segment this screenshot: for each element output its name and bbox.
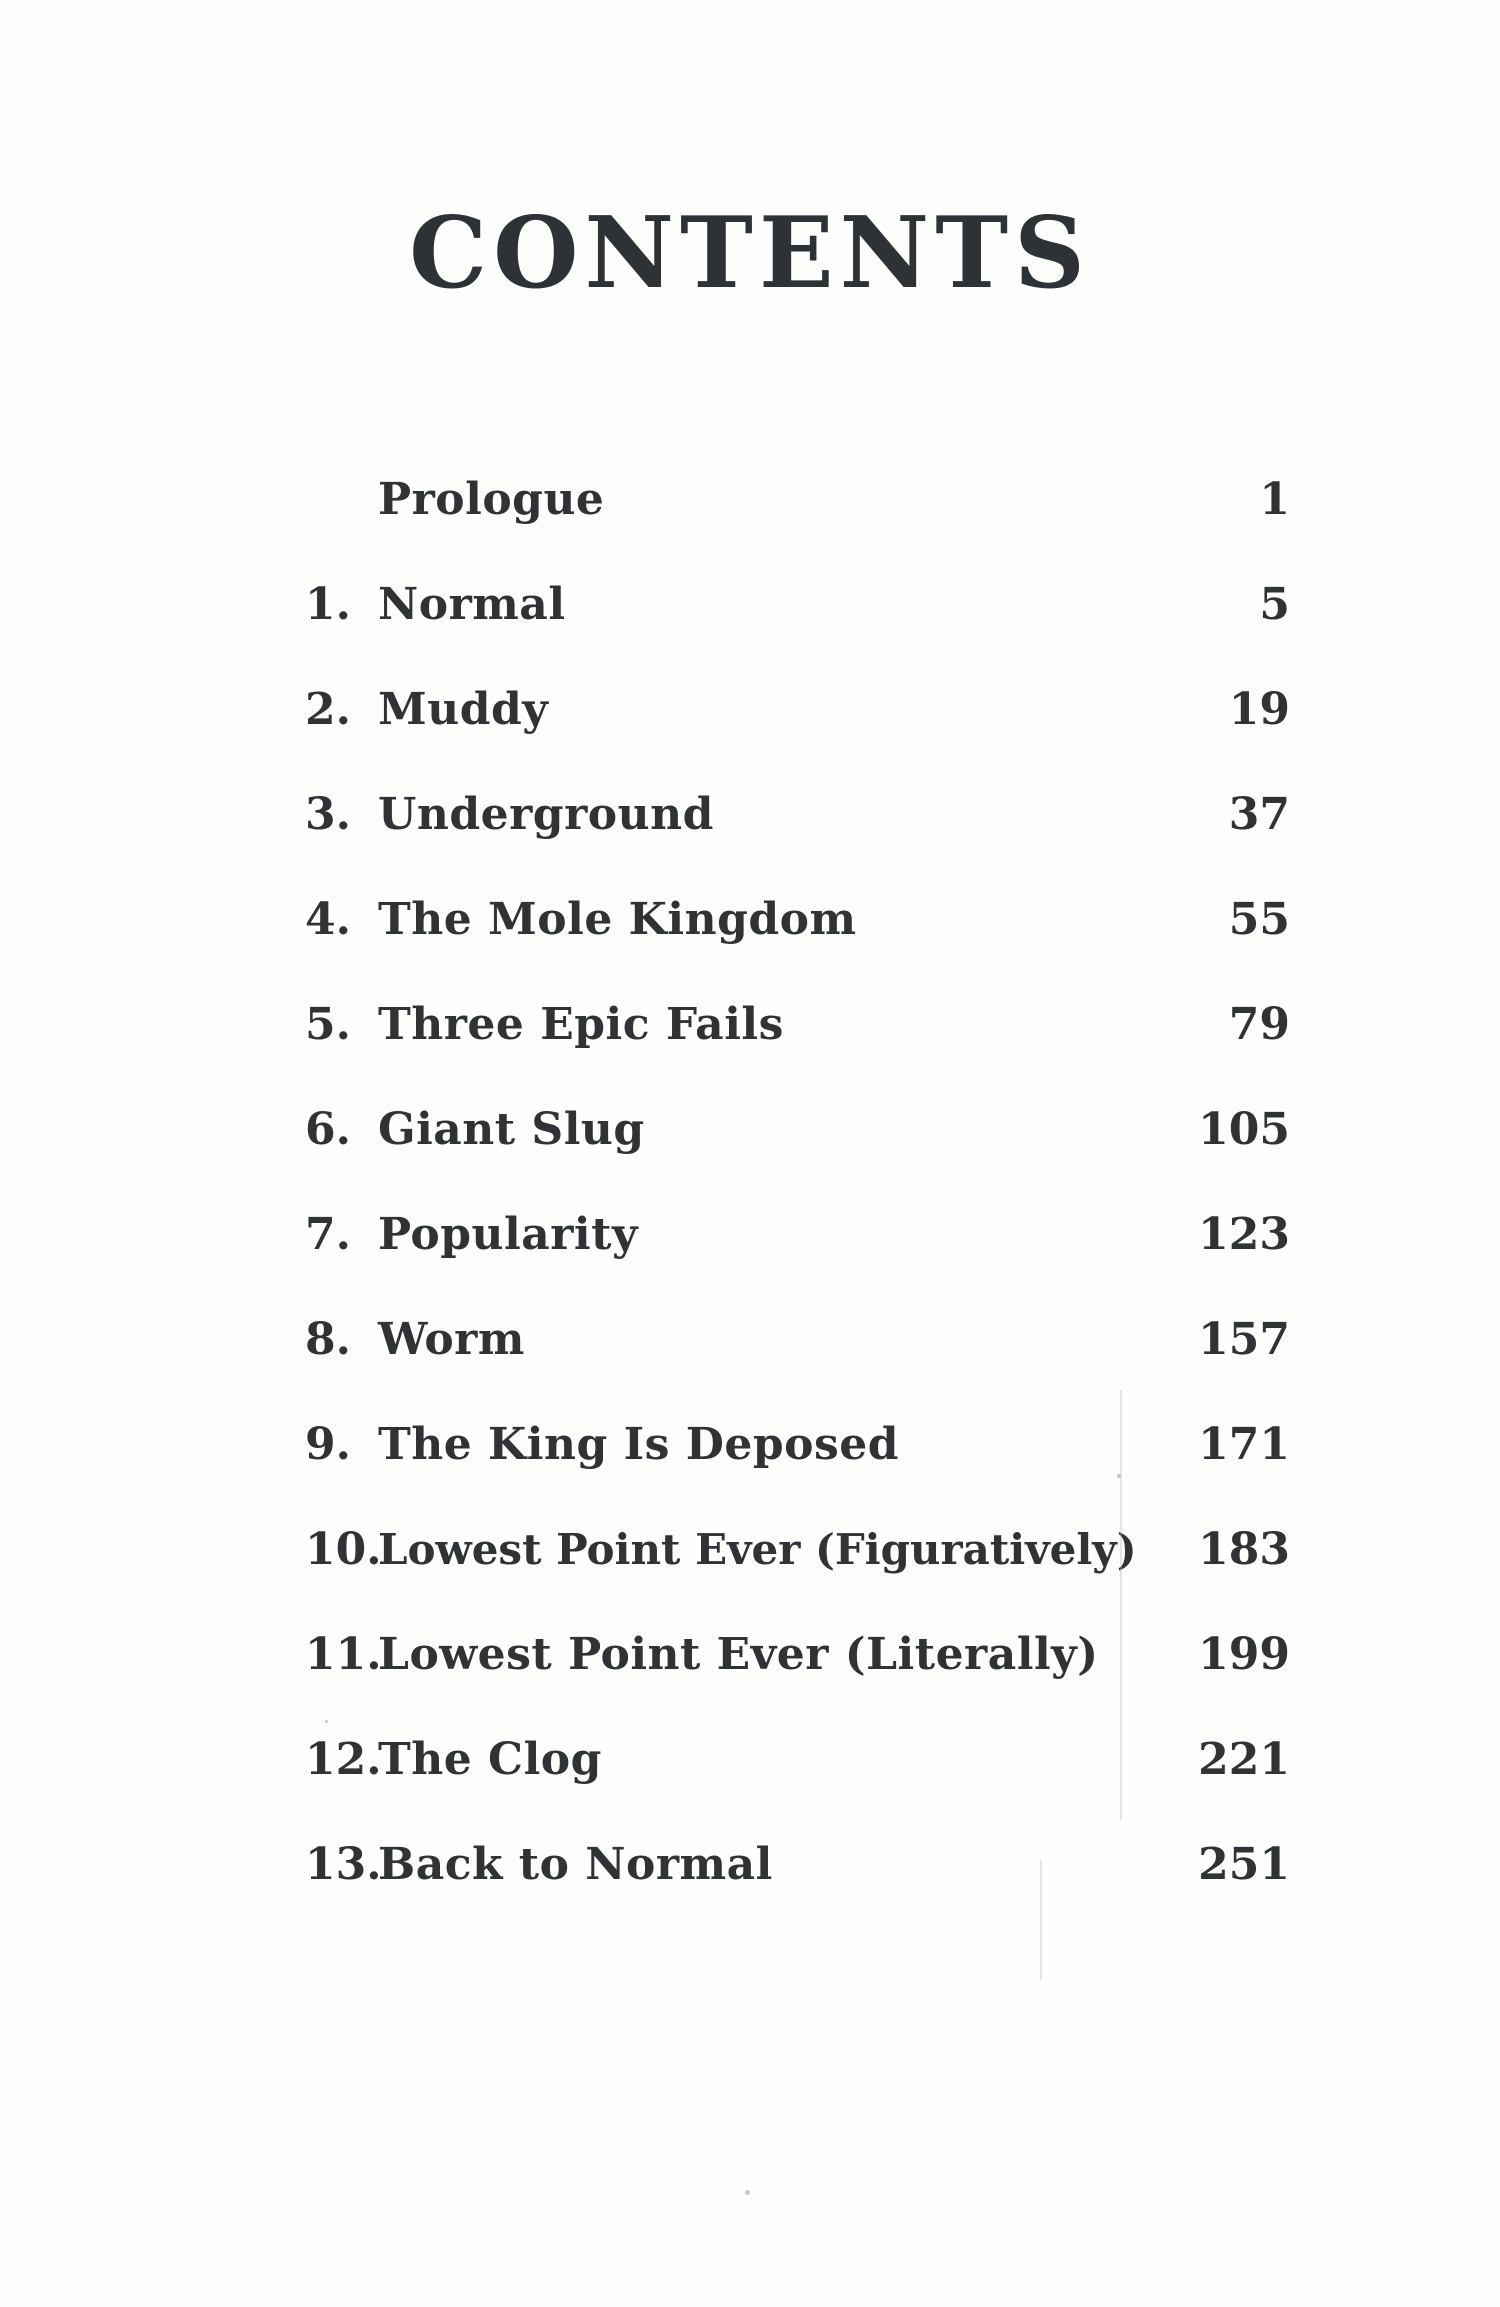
toc-entry-page: 199 — [1198, 1629, 1290, 1680]
toc-entry-title: The Mole Kingdom — [378, 894, 857, 945]
toc-entry — [0, 780, 1500, 850]
toc-entry-number: 1. — [305, 579, 351, 630]
toc-entry-page: 221 — [1198, 1734, 1290, 1785]
toc-entry-title: Muddy — [378, 684, 549, 735]
toc-entry-number: 12. — [305, 1734, 382, 1785]
toc-entry-title: Normal — [378, 579, 566, 630]
toc-entry — [0, 1620, 1500, 1690]
toc-entry — [0, 1830, 1500, 1900]
toc-entry-page: 79 — [1228, 999, 1290, 1050]
toc-entry-number: 11. — [305, 1629, 382, 1680]
toc-entry — [0, 990, 1500, 1060]
toc-entry-title: Giant Slug — [378, 1104, 645, 1155]
toc-entry — [0, 465, 1500, 535]
toc-entry-title: Back to Normal — [378, 1839, 773, 1890]
toc-entry-page: 183 — [1198, 1524, 1290, 1575]
toc-entry — [0, 885, 1500, 955]
toc-entry-number: 10. — [305, 1524, 382, 1575]
toc-entry — [0, 1410, 1500, 1480]
toc-entry-page: 171 — [1198, 1419, 1290, 1470]
toc-entry — [0, 1725, 1500, 1795]
toc-entry-page: 55 — [1228, 894, 1290, 945]
toc-entry-title: Worm — [378, 1314, 525, 1365]
toc-entry — [0, 1305, 1500, 1375]
toc-entry-number: 8. — [305, 1314, 351, 1365]
scan-speck — [1117, 1474, 1121, 1478]
toc-entry-page: 37 — [1228, 789, 1290, 840]
scan-artifact-line — [1040, 1860, 1042, 1980]
toc-entry-number: 5. — [305, 999, 351, 1050]
toc-entry-title: Lowest Point Ever (Figuratively) — [378, 1525, 1137, 1574]
toc-entry-page: 157 — [1198, 1314, 1290, 1365]
scan-artifact-line — [1120, 1390, 1122, 1820]
toc-entry-number: 13. — [305, 1839, 382, 1890]
toc-entry-number: 4. — [305, 894, 351, 945]
toc-entry-number: 6. — [305, 1104, 351, 1155]
scan-speck — [745, 2190, 750, 2195]
toc-entry-number: 7. — [305, 1209, 351, 1260]
toc-entry-title: Popularity — [378, 1209, 639, 1260]
toc-entry-title: Prologue — [378, 474, 605, 525]
toc-entry-title: Lowest Point Ever (Literally) — [378, 1629, 1099, 1680]
toc-entry — [0, 1515, 1500, 1585]
toc-entry-page: 19 — [1228, 684, 1290, 735]
toc-entry-number: 3. — [305, 789, 351, 840]
page-title: CONTENTS — [409, 196, 1091, 311]
toc-entry — [0, 570, 1500, 640]
toc-entry-page: 123 — [1198, 1209, 1290, 1260]
toc-entry-title: The Clog — [378, 1734, 602, 1785]
toc-entry-page: 5 — [1259, 579, 1290, 630]
scan-speck — [325, 1720, 328, 1723]
toc-entry-number: 2. — [305, 684, 351, 735]
toc-entry-page: 105 — [1198, 1104, 1290, 1155]
toc-entry-title: Underground — [378, 789, 714, 840]
toc-entry-title: The King Is Deposed — [378, 1419, 900, 1470]
toc-entry-page: 1 — [1259, 474, 1290, 525]
toc-entry — [0, 1095, 1500, 1165]
toc-entry — [0, 675, 1500, 745]
toc-entry — [0, 1200, 1500, 1270]
toc-entry-number: 9. — [305, 1419, 351, 1470]
toc-entry-title: Three Epic Fails — [378, 999, 784, 1050]
toc-entry-page: 251 — [1198, 1839, 1290, 1890]
